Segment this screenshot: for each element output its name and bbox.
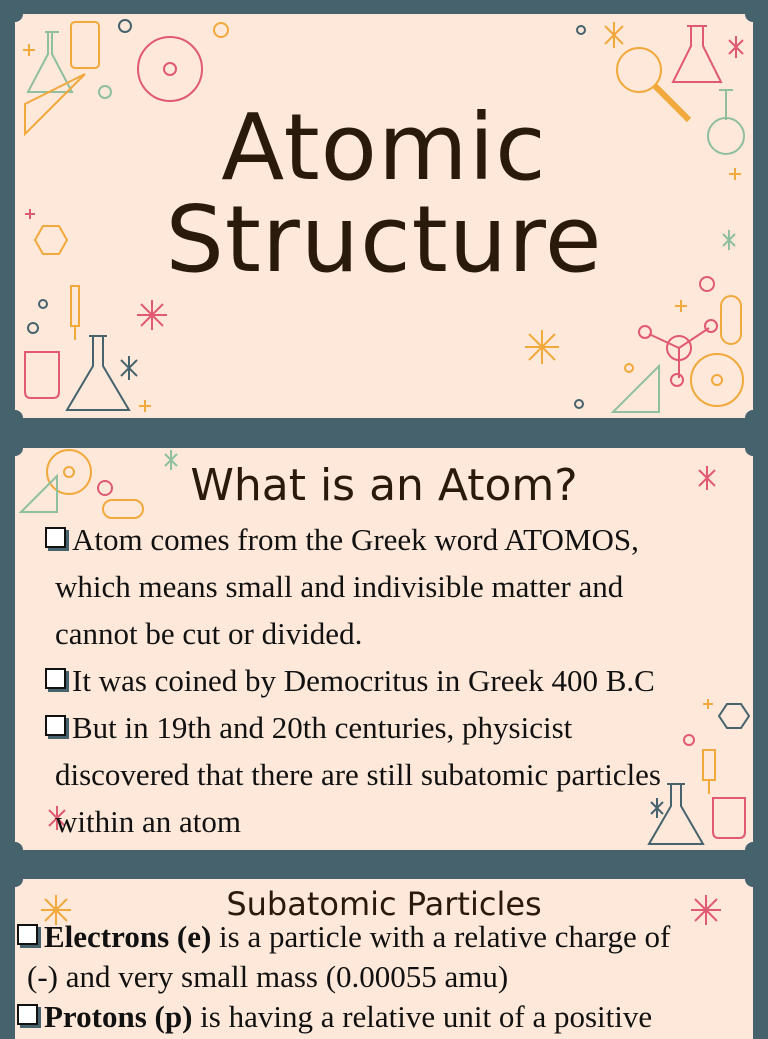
list-item-continuation: cannot be cut or divided. xyxy=(55,616,363,651)
atom-definition-slide xyxy=(15,448,753,850)
list-item-continuation: discovered that there are still subatomic particles xyxy=(55,757,661,792)
list-item: It was coined by Democritus in Greek 400 B.C xyxy=(45,657,735,704)
list-item: But in 19th and 20th centuries, physicist xyxy=(45,704,735,751)
list-item: Electrons (e) is a particle with a relative charge of xyxy=(17,917,747,957)
section-heading: Subatomic Particles xyxy=(226,885,542,923)
title-line-2: Structure xyxy=(165,186,603,293)
list-item-continuation: which means small and indivisible matter and xyxy=(55,569,624,604)
list-item-continuation: within an atom xyxy=(55,804,241,839)
bullet-list xyxy=(17,917,747,1037)
title-line-1: Atomic xyxy=(221,94,547,201)
title-slide xyxy=(15,14,753,418)
section-heading: What is an Atom? xyxy=(190,460,578,511)
checkbox-bullet-icon xyxy=(17,924,38,945)
checkbox-bullet-icon xyxy=(45,715,66,736)
checkbox-bullet-icon xyxy=(45,668,66,689)
bullet-list xyxy=(45,516,735,845)
list-item-continuation: (-) and very small mass (0.00055 amu) xyxy=(27,959,509,994)
list-item: Atom comes from the Greek word ATOMOS, xyxy=(45,516,735,563)
list-item: Protons (p) is having a relative unit of a positive xyxy=(17,997,747,1037)
title-heading xyxy=(15,94,753,293)
checkbox-bullet-icon xyxy=(45,527,66,548)
checkbox-bullet-icon xyxy=(17,1004,38,1025)
subatomic-particles-slide xyxy=(15,879,753,1039)
